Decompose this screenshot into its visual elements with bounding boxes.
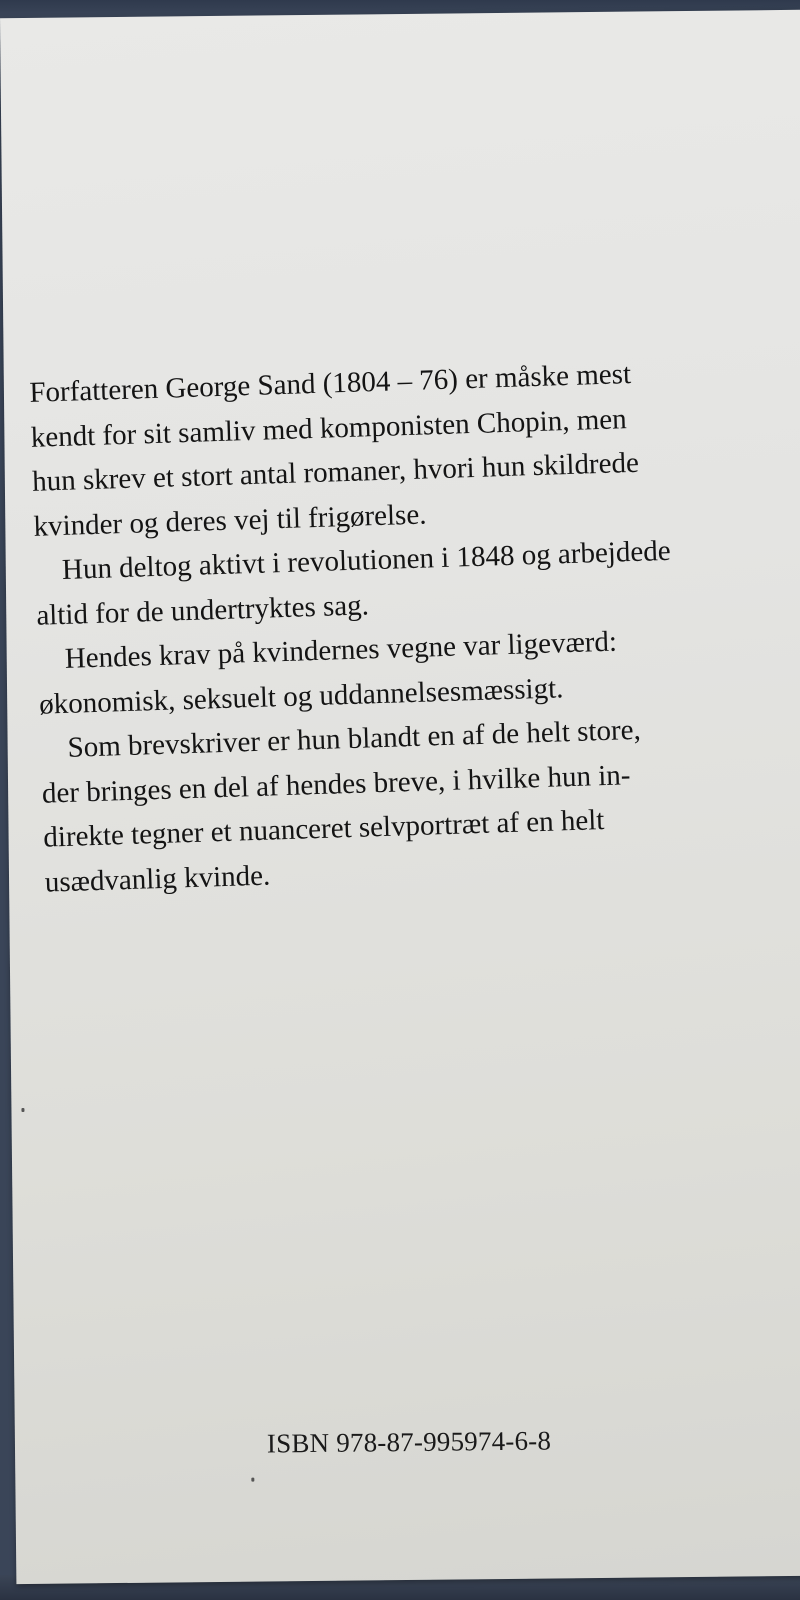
blurb-line: Som brevskriver er hun blandt en af de helt store, <box>67 713 642 764</box>
blurb-line: Hendes krav på kvindernes vegne var ligeværd: <box>64 625 618 675</box>
blurb-line: kvinder og deres vej til frigørelse. <box>33 497 427 543</box>
blurb-line: Forfatteren George Sand (1804 – 76) er måske mest <box>28 357 632 409</box>
cover-blurb <box>29 347 795 904</box>
isbn-number: ISBN 978-87-995974-6-8 <box>266 1425 552 1459</box>
blurb-line: altid for de undertryktes sag. <box>35 588 370 632</box>
blurb-line: hun skrev et stort antal romaner, hvori hun skildrede <box>31 446 640 498</box>
paper-speck <box>251 1478 254 1482</box>
blurb-line: usædvanlig kvinde. <box>44 859 271 899</box>
blurb-line: økonomisk, seksuelt og uddannelsesmæssigt. <box>38 671 564 721</box>
blurb-line: Hun deltog aktivt i revolutionen i 1848 og arbejdede <box>61 534 672 586</box>
blurb-line: der bringes en del af hendes breve, i hvilke hun in- <box>41 758 631 810</box>
blurb-line: direkte tegner et nuanceret selvportræt af en helt <box>42 804 605 854</box>
paper-speck <box>21 1108 24 1112</box>
book-back-cover <box>0 10 800 1584</box>
blurb-line: kendt for sit samliv med komponisten Chopin, men <box>30 402 628 454</box>
